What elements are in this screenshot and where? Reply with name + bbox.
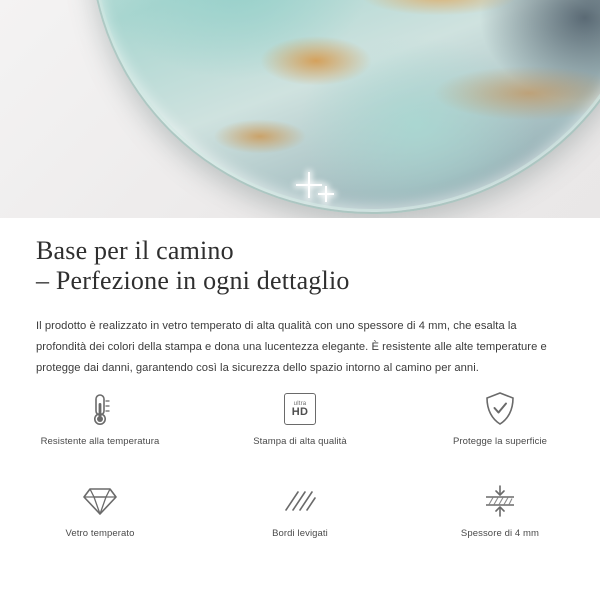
feature-label: Stampa di alta qualità [253,436,347,447]
ultra-hd-badge-bottom: HD [291,405,309,418]
page-title [36,236,600,296]
ultra-hd-icon [284,388,316,430]
diamond-icon [81,480,119,522]
feature-label: Protegge la superficie [452,436,548,447]
feature-label: Spessore di 4 mm [460,528,540,539]
shield-check-icon [483,388,517,430]
feature-label: Vetro temperato [65,528,135,539]
headline-line-2: – Perfezione in ogni dettaglio [36,266,350,295]
marble-artwork [92,0,600,212]
hero-image [0,0,600,218]
text-content [0,218,600,379]
feature-item-thickness [400,480,600,558]
feature-item-print-quality [200,388,400,466]
feature-item-surface-protection [400,388,600,466]
thermometer-icon [83,388,117,430]
polished-edges-icon [282,480,318,522]
ultra-hd-badge-top: ultra [293,400,307,407]
feature-grid [0,388,600,558]
feature-label: Bordi levigati [272,528,328,539]
glass-panel-image [90,0,600,214]
body-paragraph: Il prodotto è realizzato in vetro temperato di alta qualità con uno spessore di 4 mm, che esalta la profondità dei colori della stampa e dona una lucentezza elegante. È resistente alle alte temperature e protegge dai danni, garantendo così la sicurezza dello spazio intorno al camino per anni. [36,320,547,374]
thickness-arrows-icon [482,480,518,522]
headline-line-1: Base per il camino [36,236,234,265]
feature-item-tempered-glass [0,480,200,558]
feature-item-temperature [0,388,200,466]
feature-label: Resistente alla temperatura [40,436,160,447]
feature-item-polished-edges [200,480,400,558]
